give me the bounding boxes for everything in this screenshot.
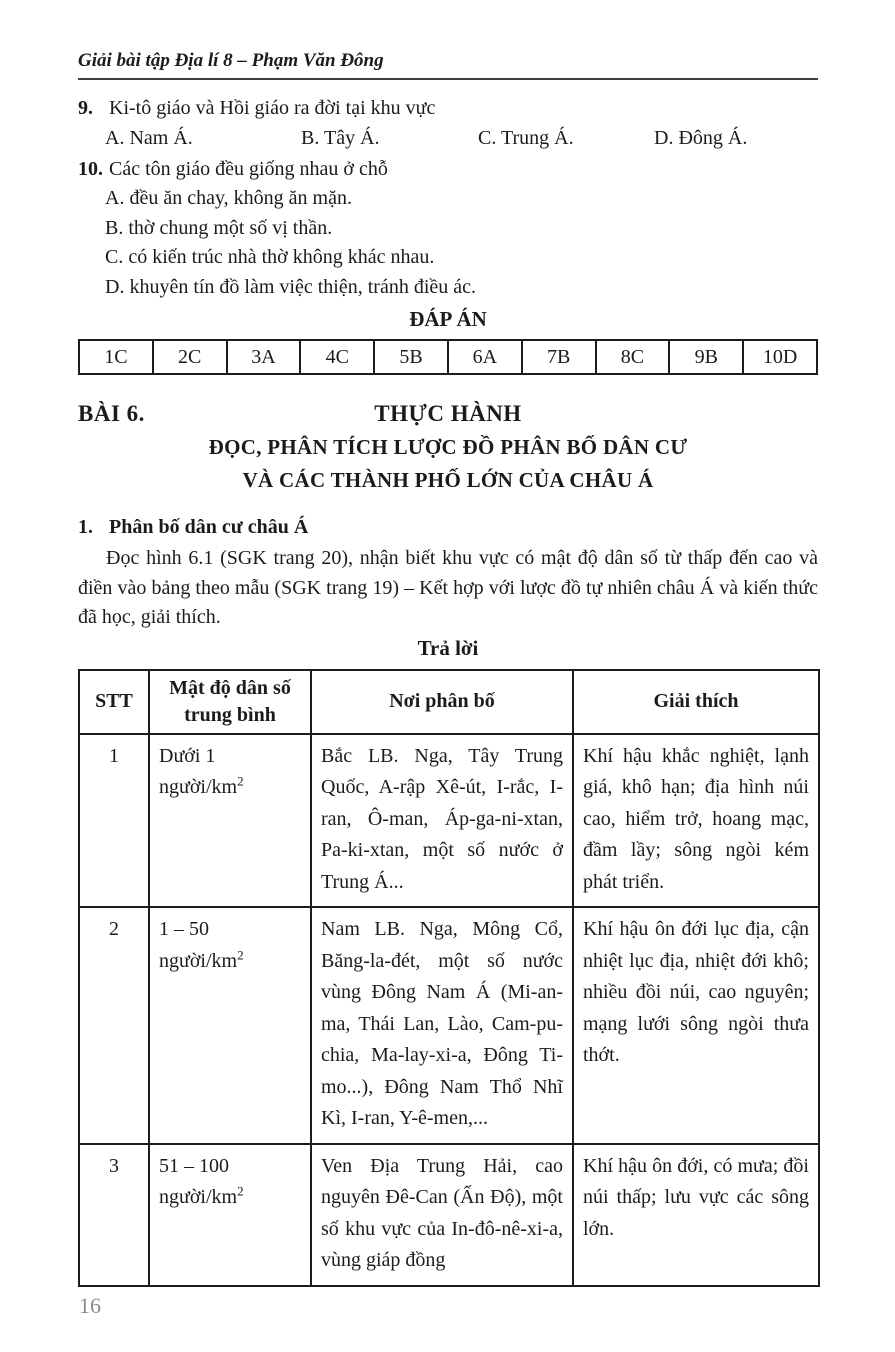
density-table — [78, 669, 820, 1287]
section-paragraph: Đọc hình 6.1 (SGK trang 20), nhận biết khu vực có mật độ dân số từ thấp đến cao và điền vào bảng theo mẫu (SGK trang 19) – Kết hợp với lược đồ tự nhiên châu Á và kiến thức đã học, giải thích. — [78, 547, 818, 628]
question-9-stem — [78, 94, 818, 123]
lesson-label: BÀI 6. — [78, 401, 145, 426]
answer-key-cell-3: 3A — [227, 340, 301, 374]
row3-density-range: 51 – 100 — [159, 1154, 229, 1177]
question-9-text: Ki-tô giáo và Hồi giáo ra đời tại khu vực — [109, 97, 436, 119]
question-9-option-d: D. Đông Á. — [654, 127, 748, 149]
header-density: Mật độ dân số trung bình — [149, 670, 311, 734]
answer-key-row — [79, 340, 817, 374]
row1-density-unit: người/$km^2$ — [159, 773, 244, 798]
question-9 — [78, 94, 818, 153]
row2-density-unit: người/$km^2$ — [159, 946, 244, 972]
question-10-option-c: C. có kiến trúc nhà thờ không khác nhau. — [105, 246, 435, 268]
answer-key-cell-9: 9B — [669, 340, 743, 374]
question-10-number: 10. — [78, 158, 103, 180]
density-table-header-row — [79, 670, 819, 734]
question-10-option-b: B. thờ chung một số vị thần. — [105, 216, 333, 239]
table-row — [79, 907, 819, 1144]
question-9-options — [78, 124, 818, 153]
row2-location: Nam LB. Nga, Mông Cổ, Băng-la-đét, một số nước vùng Đông Nam Á (Mi-an-ma, Thái Lan, Lào, Cam-pu-chia, Ma-lay-xi-a, Đông Ti-mo...), Đông Nam Thổ Nhĩ Kì, I-ran, Y-ê-men,... — [311, 907, 573, 1144]
question-10-options — [78, 184, 818, 302]
row2-density — [149, 907, 311, 1144]
answer-key-cell-4: 4C — [300, 340, 374, 374]
header-stt: STT — [79, 670, 149, 734]
question-10-stem — [78, 155, 818, 184]
answer-key-cell-6: 6A — [448, 340, 522, 374]
row2-explanation: Khí hậu ôn đới lục địa, cận nhiệt lục địa, nhiệt đới khô; nhiều đồi núi, cao nguyên; mạng lưới sông ngòi thưa thớt. — [573, 907, 819, 1144]
lesson-heading-row — [78, 401, 818, 431]
row3-explanation: Khí hậu ôn đới, có mưa; đồi núi thấp; lưu vực các sông lớn. — [573, 1144, 819, 1286]
answer-key-cell-2: 2C — [153, 340, 227, 374]
row1-explanation: Khí hậu khắc nghiệt, lạnh giá, khô hạn; địa hình núi cao, hiểm trở, hoang mạc, đầm lầy; sông ngòi kém phát triển. — [573, 734, 819, 908]
lesson-subtitle-line1: ĐỌC, PHÂN TÍCH LƯỢC ĐỒ PHÂN BỐ DÂN CƯ — [208, 435, 688, 459]
answer-key-table — [78, 339, 818, 375]
header-location: Nơi phân bố — [311, 670, 573, 734]
row1-location: Bắc LB. Nga, Tây Trung Quốc, A-rập Xê-út, I-rắc, I-ran, Ô-man, Áp-ga-ni-xtan, Pa-ki-xtan, một số nước ở Trung Á... — [311, 734, 573, 908]
answer-key-cell-10: 10D — [743, 340, 817, 374]
table-row — [79, 1144, 819, 1286]
question-9-option-b: B. Tây Á. — [301, 127, 380, 149]
answer-key-cell-7: 7B — [522, 340, 596, 374]
answer-key-cell-5: 5B — [374, 340, 448, 374]
question-9-number: 9. — [78, 97, 93, 119]
row3-density — [149, 1144, 311, 1286]
row3-location: Ven Địa Trung Hải, cao nguyên Đê-Can (Ấn Độ), một số khu vực của In-đô-nê-xi-a, vùng giáp đồng — [311, 1144, 573, 1286]
row2-stt: 2 — [79, 907, 149, 1144]
table-row — [79, 734, 819, 908]
answer-key-cell-1: 1C — [79, 340, 153, 374]
row2-density-range: 1 – 50 — [159, 918, 209, 940]
row1-density-range: Dưới 1 — [159, 744, 216, 767]
section-title: Phân bố dân cư châu Á — [109, 516, 309, 538]
row1-density — [149, 734, 311, 908]
section-heading — [78, 513, 818, 542]
question-10-option-d: D. khuyên tín đồ làm việc thiện, tránh điều ác. — [105, 275, 477, 298]
row3-density-unit: người/$km^2$ — [159, 1183, 244, 1208]
running-header — [78, 50, 818, 80]
question-9-option-a: A. Nam Á. — [105, 127, 193, 149]
answer-key-cell-8: 8C — [596, 340, 670, 374]
question-10 — [78, 155, 818, 302]
question-10-text: Các tôn giáo đều giống nhau ở chỗ — [109, 158, 388, 180]
question-9-option-c: C. Trung Á. — [478, 127, 574, 149]
page-number: 16 — [79, 1292, 101, 1318]
answer-label: Trả lời — [417, 635, 479, 660]
running-header-text: Giải bài tập Địa lí 8 – Phạm Văn Đông — [78, 50, 384, 71]
question-10-option-a: A. đều ăn chay, không ăn mặn. — [105, 187, 352, 209]
lesson-title: THỰC HÀNH — [374, 401, 522, 426]
lesson-subtitle-line2: VÀ CÁC THÀNH PHỐ LỚN CỦA CHÂU Á — [242, 468, 654, 492]
answer-key-title: ĐÁP ÁN — [409, 307, 487, 331]
section-number: 1. — [78, 516, 93, 538]
row1-stt: 1 — [79, 734, 149, 908]
row3-stt: 3 — [79, 1144, 149, 1286]
header-explanation: Giải thích — [573, 670, 819, 734]
